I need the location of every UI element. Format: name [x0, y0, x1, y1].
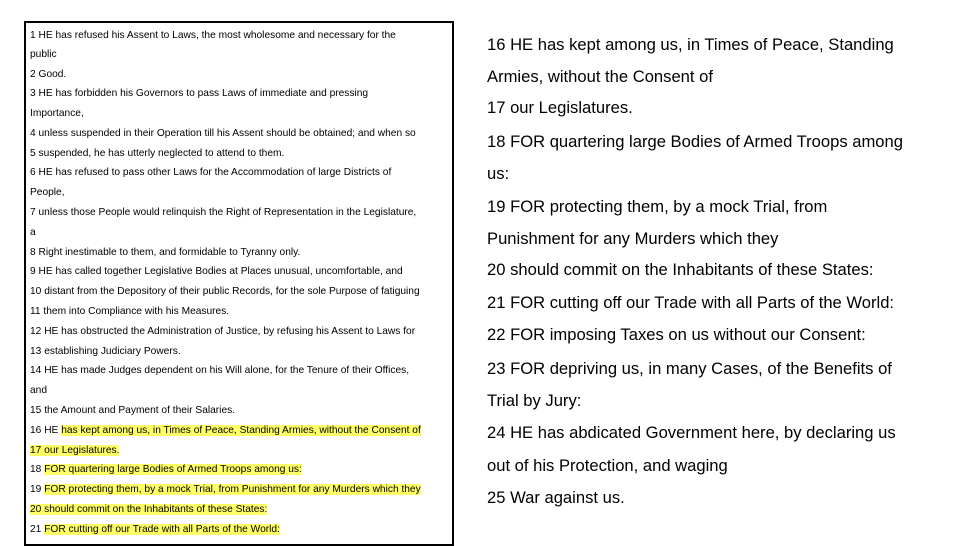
source-line [30, 384, 47, 397]
source-line [30, 48, 57, 61]
line-text: HE [44, 425, 59, 436]
source-line [30, 345, 181, 358]
source-line [30, 147, 284, 160]
line-number: 19 [30, 484, 42, 495]
line-text: HE has obstructed the Administration of Justice, by refusing his Assent to Laws for [44, 326, 416, 337]
line-number: 15 [30, 405, 42, 416]
highlighted-text: 20 should commit on the Inhabitants of these States: [30, 504, 268, 515]
line-number: 9 [30, 266, 36, 277]
line-number: 2 [30, 69, 36, 80]
source-line [30, 87, 368, 100]
excerpt-line: out of his Protection, and waging [487, 456, 728, 475]
excerpt-line: 18 FOR quartering large Bodies of Armed Troops among [487, 132, 903, 151]
source-line [30, 325, 415, 338]
line-number: 6 [30, 167, 36, 178]
highlighted-text: FOR cutting off our Trade with all Parts of the World: [44, 524, 280, 535]
line-number: 5 [30, 148, 36, 159]
highlighted-text: has kept among us, in Times of Peace, Standing Armies, without the Consent of [61, 425, 421, 436]
line-number: 11 [30, 306, 41, 317]
line-text: and [30, 385, 47, 396]
line-text: People, [30, 187, 65, 198]
line-text: HE has called together Legislative Bodies at Places unusual, uncomfortable, and [38, 266, 403, 277]
excerpt-line: 24 HE has abdicated Government here, by declaring us [487, 423, 896, 442]
source-line [30, 503, 267, 516]
line-text: public [30, 49, 57, 60]
line-number: 18 [30, 464, 42, 475]
line-text: HE has refused to pass other Laws for the Accommodation of large Districts of [38, 167, 392, 178]
source-line [30, 265, 403, 278]
source-line [30, 285, 420, 298]
line-text: them into Compliance with his Measures. [43, 306, 230, 317]
source-text-panel [24, 21, 454, 546]
source-line [30, 463, 302, 476]
source-line [30, 483, 421, 496]
line-text: HE has made Judges dependent on his Will alone, for the Tenure of their Offices, [44, 365, 410, 376]
line-text: unless suspended in their Operation till his Assent should be obtained; and when so [38, 128, 416, 139]
line-number: 16 [30, 425, 42, 436]
excerpt-line: Punishment for any Murders which they [487, 229, 779, 248]
line-number: 7 [30, 207, 36, 218]
line-number: 12 [30, 326, 42, 337]
line-number: 21 [30, 524, 42, 535]
source-line [30, 127, 416, 140]
excerpt-line: 17 our Legislatures. [487, 98, 633, 117]
line-number: 10 [30, 286, 42, 297]
line-text: the Amount and Payment of their Salaries. [44, 405, 236, 416]
excerpt-line: 22 FOR imposing Taxes on us without our Consent: [487, 325, 866, 344]
source-line [30, 107, 84, 120]
highlighted-text: FOR protecting them, by a mock Trial, from Punishment for any Murders which they [44, 484, 421, 495]
source-line [30, 226, 36, 239]
line-number: 1 [30, 30, 36, 41]
source-line [30, 246, 300, 259]
source-line [30, 305, 229, 318]
line-text: a [30, 227, 36, 238]
line-text: suspended, he has utterly neglected to attend to them. [38, 148, 285, 159]
excerpt-line: 20 should commit on the Inhabitants of these States: [487, 260, 874, 279]
line-text: distant from the Depository of their public Records, for the sole Purpose of fatiguing [44, 286, 420, 297]
excerpt-line: 23 FOR depriving us, in many Cases, of the Benefits of [487, 359, 892, 378]
line-number: 3 [30, 88, 36, 99]
source-line [30, 364, 409, 377]
excerpt-line: 21 FOR cutting off our Trade with all Parts of the World: [487, 293, 895, 312]
source-line [30, 68, 66, 81]
excerpt-line: us: [487, 164, 510, 183]
source-line [30, 404, 235, 417]
source-line [30, 186, 65, 199]
line-number: 13 [30, 346, 42, 357]
excerpt-line: Trial by Jury: [487, 391, 582, 410]
source-line [30, 166, 391, 179]
excerpt-line: 16 HE has kept among us, in Times of Peace, Standing [487, 35, 894, 54]
source-line [30, 424, 421, 437]
highlighted-text: 17 our Legislatures. [30, 445, 120, 456]
line-text: unless those People would relinquish the Right of Representation in the Legislature, [38, 207, 417, 218]
line-text: establishing Judiciary Powers. [44, 346, 181, 357]
excerpt-line: 25 War against us. [487, 488, 625, 507]
source-line [30, 444, 119, 457]
excerpt-line: Armies, without the Consent of [487, 67, 713, 86]
source-line [30, 206, 416, 219]
line-text: HE has forbidden his Governors to pass Laws of immediate and pressing [38, 88, 369, 99]
excerpt-line: 19 FOR protecting them, by a mock Trial, from [487, 197, 828, 216]
line-number: 14 [30, 365, 42, 376]
line-number: 8 [30, 247, 36, 258]
highlighted-text: FOR quartering large Bodies of Armed Troops among us: [44, 464, 302, 475]
line-number: 4 [30, 128, 36, 139]
line-text: HE has refused his Assent to Laws, the most wholesome and necessary for the [38, 30, 396, 41]
source-line [30, 523, 280, 536]
line-text: Good. [38, 69, 67, 80]
line-text: Importance, [30, 108, 84, 119]
source-line [30, 29, 396, 42]
line-text: Right inestimable to them, and formidable to Tyranny only. [38, 247, 301, 258]
